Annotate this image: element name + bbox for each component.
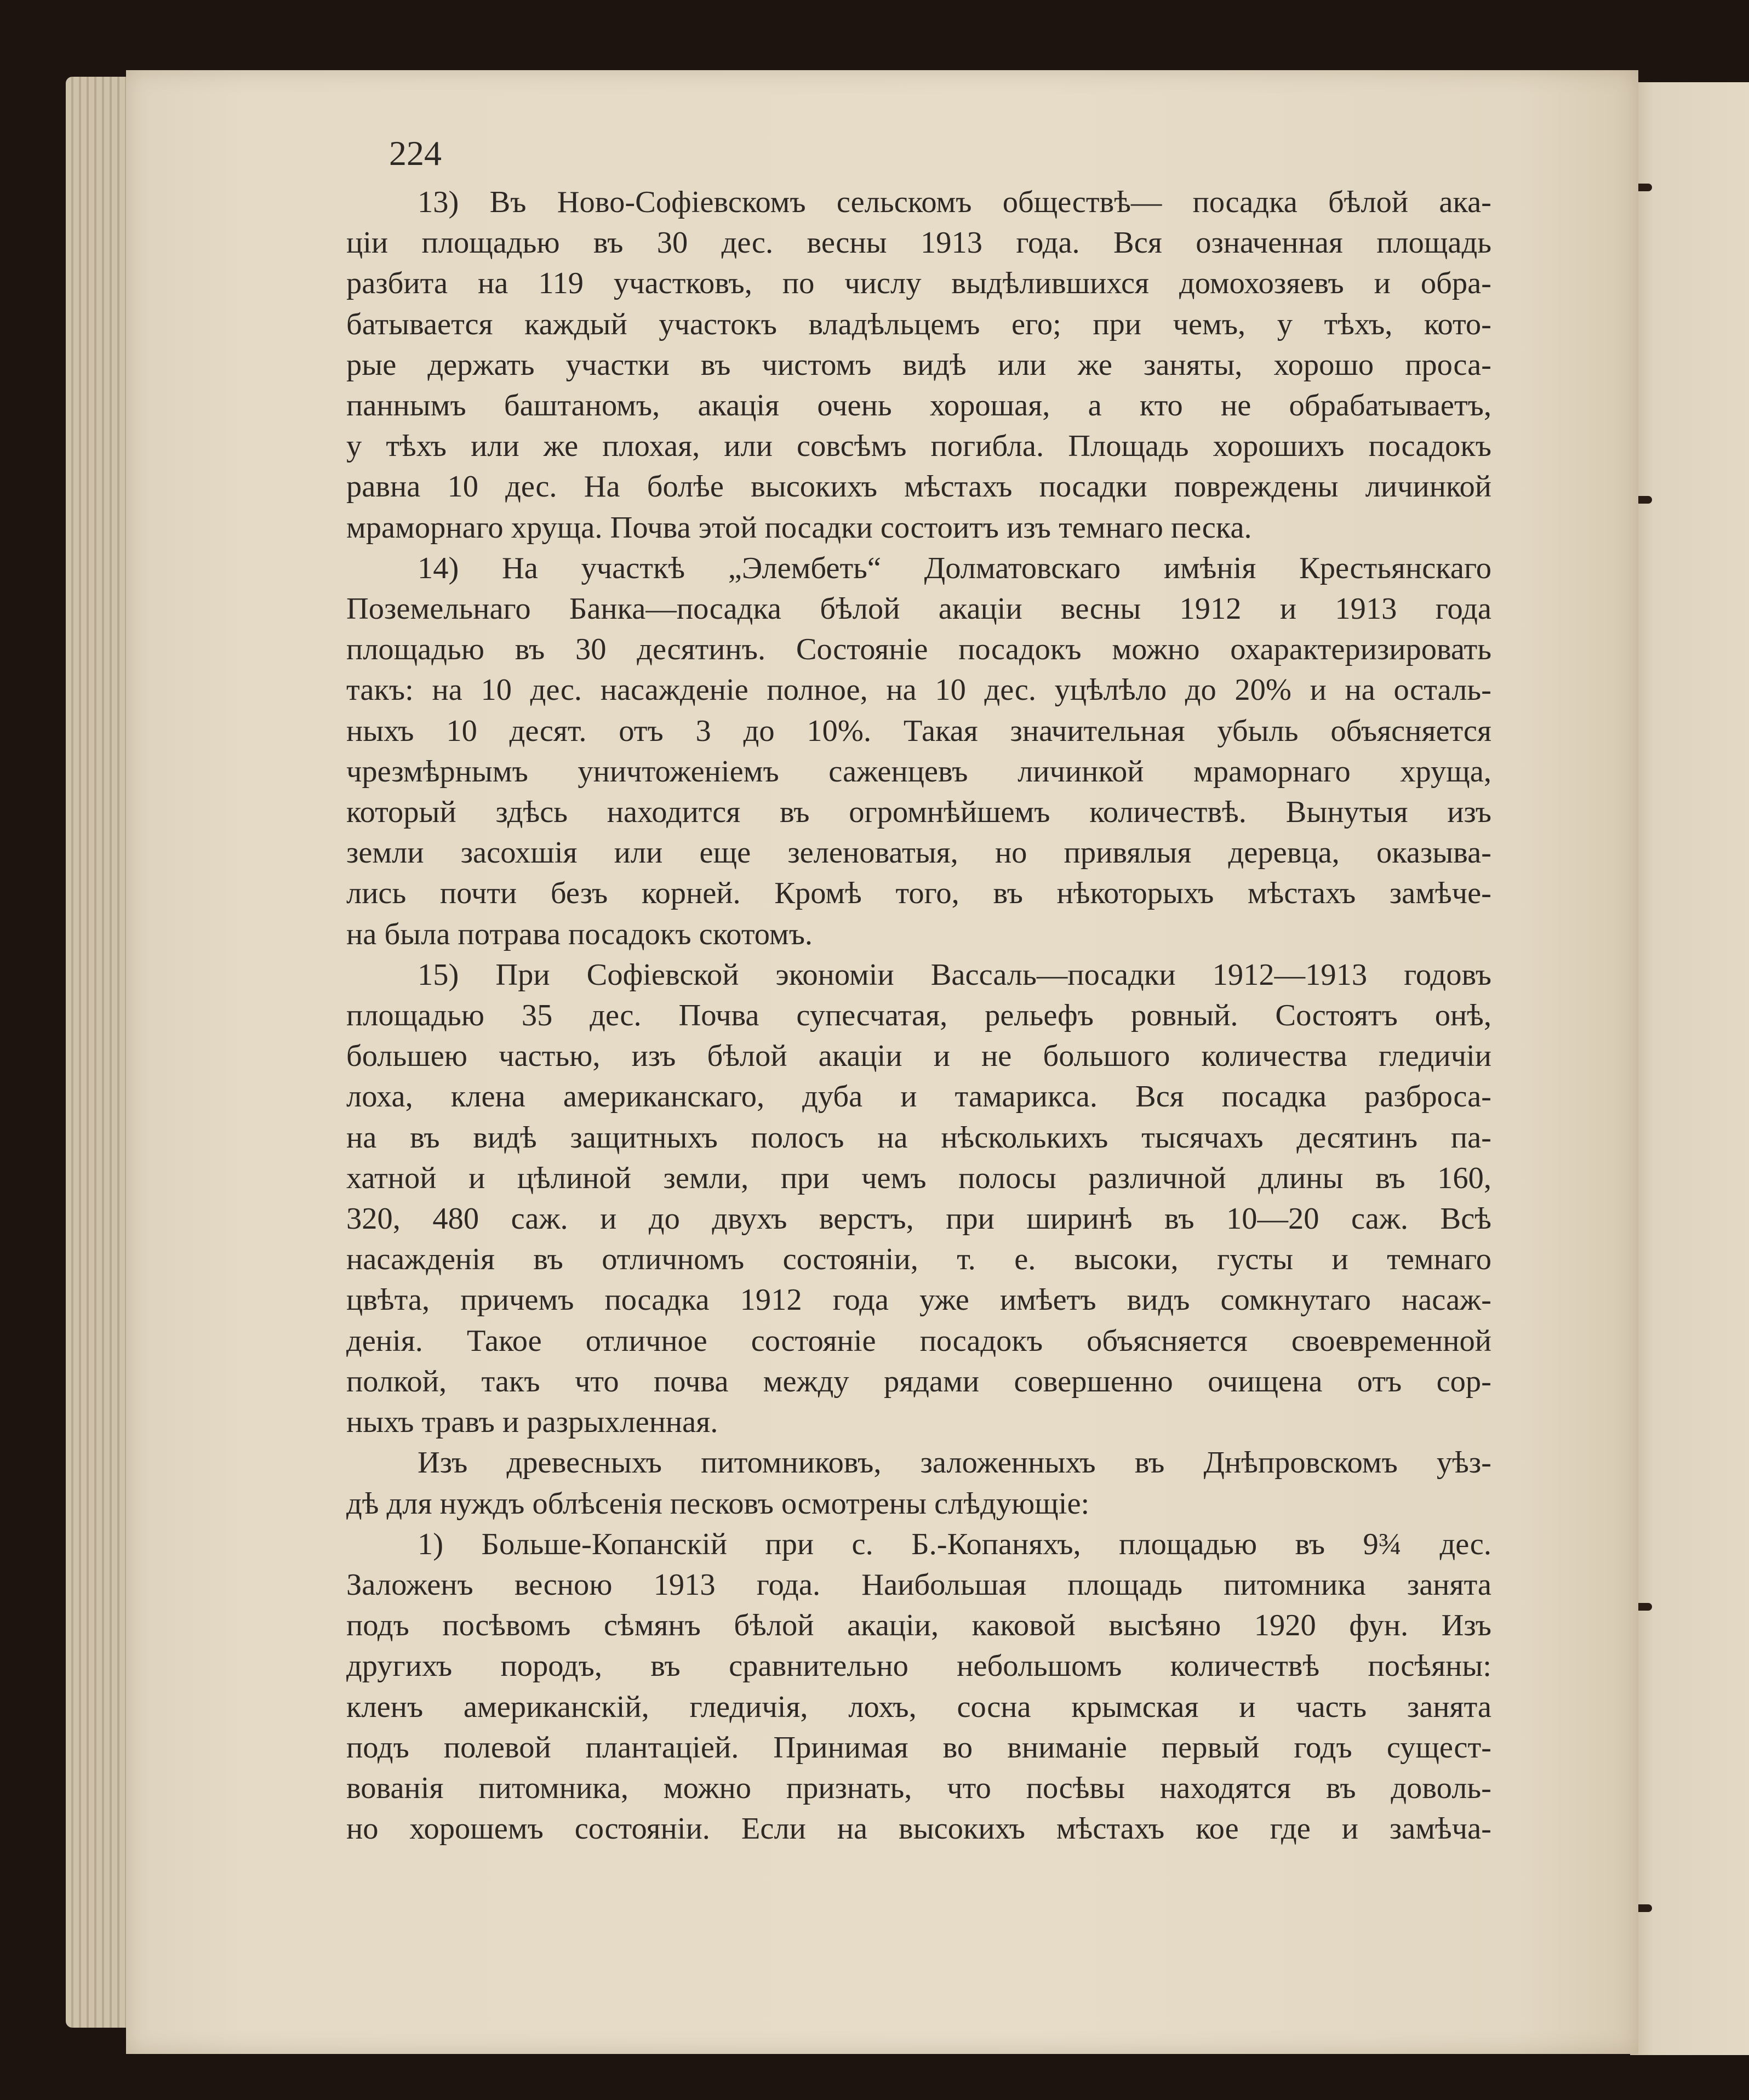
text-line: кленъ американскій, гледичія, лохъ, сосна крымская и часть занята — [346, 1690, 1491, 1724]
text-line: батывается каждый участокъ владѣльцемъ его; при чемъ, у тѣхъ, кото- — [346, 307, 1491, 341]
text-line: подъ посѣвомъ сѣмянъ бѣлой акаціи, каковой высѣяно 1920 фун. Изъ — [346, 1608, 1491, 1643]
text-line: цвѣта, причемъ посадка 1912 года уже имѣетъ видъ сомкнутаго насаж- — [346, 1283, 1491, 1317]
text-line: денія. Такое отличное состояніе посадокъ объясняется своевременной — [346, 1323, 1491, 1358]
paragraph-nurseries-intro — [346, 1442, 1491, 1523]
text-line: который здѣсь находится въ огромнѣйшемъ количествѣ. Вынутыя изъ — [346, 795, 1491, 830]
text-line: ныхъ травъ и разрыхленная. — [346, 1405, 718, 1440]
text-line: но хорошемъ состояніи. Если на высокихъ мѣстахъ кое где и замѣча- — [346, 1812, 1491, 1846]
text-line: дѣ для нуждъ облѣсенія песковъ осмотрены слѣдующіе: — [346, 1486, 1090, 1521]
text-line: такъ: на 10 дес. насажденіе полное, на 10 дес. уцѣлѣло до 20% и на осталь- — [346, 673, 1491, 707]
text-line: площадью въ 30 десятинъ. Состояніе посадокъ можно охарактеризировать — [346, 632, 1491, 667]
text-line: вованія питомника, можно признать, что посѣвы находятся въ доволь- — [346, 1771, 1491, 1805]
text-line: лись почти безъ корней. Кромѣ того, въ нѣкоторыхъ мѣстахъ замѣче- — [346, 876, 1491, 911]
text-line: мраморнаго хруща. Почва этой посадки состоитъ изъ темнаго песка. — [346, 510, 1252, 545]
text-line: Изъ древесныхъ питомниковъ, заложенныхъ въ Днѣпровскомъ уѣз- — [418, 1446, 1491, 1480]
text-line: 1) Больше-Копанскій при с. Б.-Копаняхъ, площадью въ 9¾ дес. — [418, 1527, 1491, 1561]
text-line: большею частью, изъ бѣлой акаціи и не большого количества гледичіи — [346, 1039, 1491, 1074]
text-line: 320, 480 саж. и до двухъ верстъ, при ширинѣ въ 10—20 саж. Всѣ — [346, 1202, 1491, 1236]
text-line: 13) Въ Ново-Софіевскомъ сельскомъ обществѣ— посадка бѣлой ака- — [418, 185, 1491, 219]
text-line: рые держать участки въ чистомъ видѣ или же заняты, хорошо проса- — [346, 347, 1491, 382]
text-line: насажденія въ отличномъ состояніи, т. е. высоки, густы и темнаго — [346, 1242, 1491, 1277]
text-line: 14) На участкѣ „Элембеть“ Долматовскаго имѣнія Крестьянскаго — [418, 551, 1491, 585]
text-line: ціи площадью въ 30 дес. весны 1913 года. Вся означенная площадь — [346, 226, 1491, 260]
text-line: земли засохшія или еще зеленоватыя, но привялыя деревца, оказыва- — [346, 836, 1491, 870]
text-line: площадью 35 дес. Почва супесчатая, рельефъ ровный. Состоятъ онѣ, — [346, 998, 1491, 1033]
text-line: равна 10 дес. На болѣе высокихъ мѣстахъ посадки повреждены личинкой — [346, 470, 1491, 504]
text-line: подъ полевой плантаціей. Принимая во вниманіе первый годъ сущест- — [346, 1730, 1491, 1765]
paragraph-nursery-1 — [346, 1524, 1491, 1850]
text-line: у тѣхъ или же плохая, или совсѣмъ погибла. Площадь хорошихъ посадокъ — [346, 429, 1491, 464]
text-line: чрезмѣрнымъ уничтоженіемъ саженцевъ личинкой мраморнаго хруща, — [346, 754, 1491, 789]
text-line: Заложенъ весною 1913 года. Наибольшая площадь питомника занята — [346, 1567, 1491, 1602]
text-line: другихъ породъ, въ сравнительно небольшомъ количествѣ посѣяны: — [346, 1649, 1491, 1684]
page-number: 224 — [389, 134, 442, 173]
text-line: полкой, такъ что почва между рядами совершенно очищена отъ сор- — [346, 1364, 1491, 1399]
text-line: паннымъ баштаномъ, акація очень хорошая, а кто не обрабатываетъ, — [346, 389, 1491, 423]
text-line: хатной и цѣлиной земли, при чемъ полосы различной длины въ 160, — [346, 1161, 1491, 1195]
text-line: на была потрава посадокъ скотомъ. — [346, 917, 813, 951]
paragraph-13 — [346, 182, 1491, 548]
text-line: 15) При Софіевской экономіи Вассаль—посадки 1912—1913 годовъ — [418, 957, 1491, 992]
text-line: разбита на 119 участковъ, по числу выдѣлившихся домохозяевъ и обра- — [346, 266, 1491, 301]
text-line: на въ видѣ защитныхъ полосъ на нѣсколькихъ тысячахъ десятинъ па- — [346, 1120, 1491, 1155]
text-line: Поземельнаго Банка—посадка бѣлой акаціи весны 1912 и 1913 года — [346, 592, 1491, 626]
next-page-edge — [1630, 82, 1749, 2055]
paragraph-15 — [346, 955, 1491, 1442]
text-line: ныхъ 10 десят. отъ 3 до 10%. Такая значительная убыль объясняется — [346, 714, 1491, 748]
paragraph-14 — [346, 548, 1491, 955]
page-text — [346, 132, 1491, 1849]
text-line: лоха, клена американскаго, дуба и тамарикса. Вся посадка разброса- — [346, 1080, 1491, 1114]
